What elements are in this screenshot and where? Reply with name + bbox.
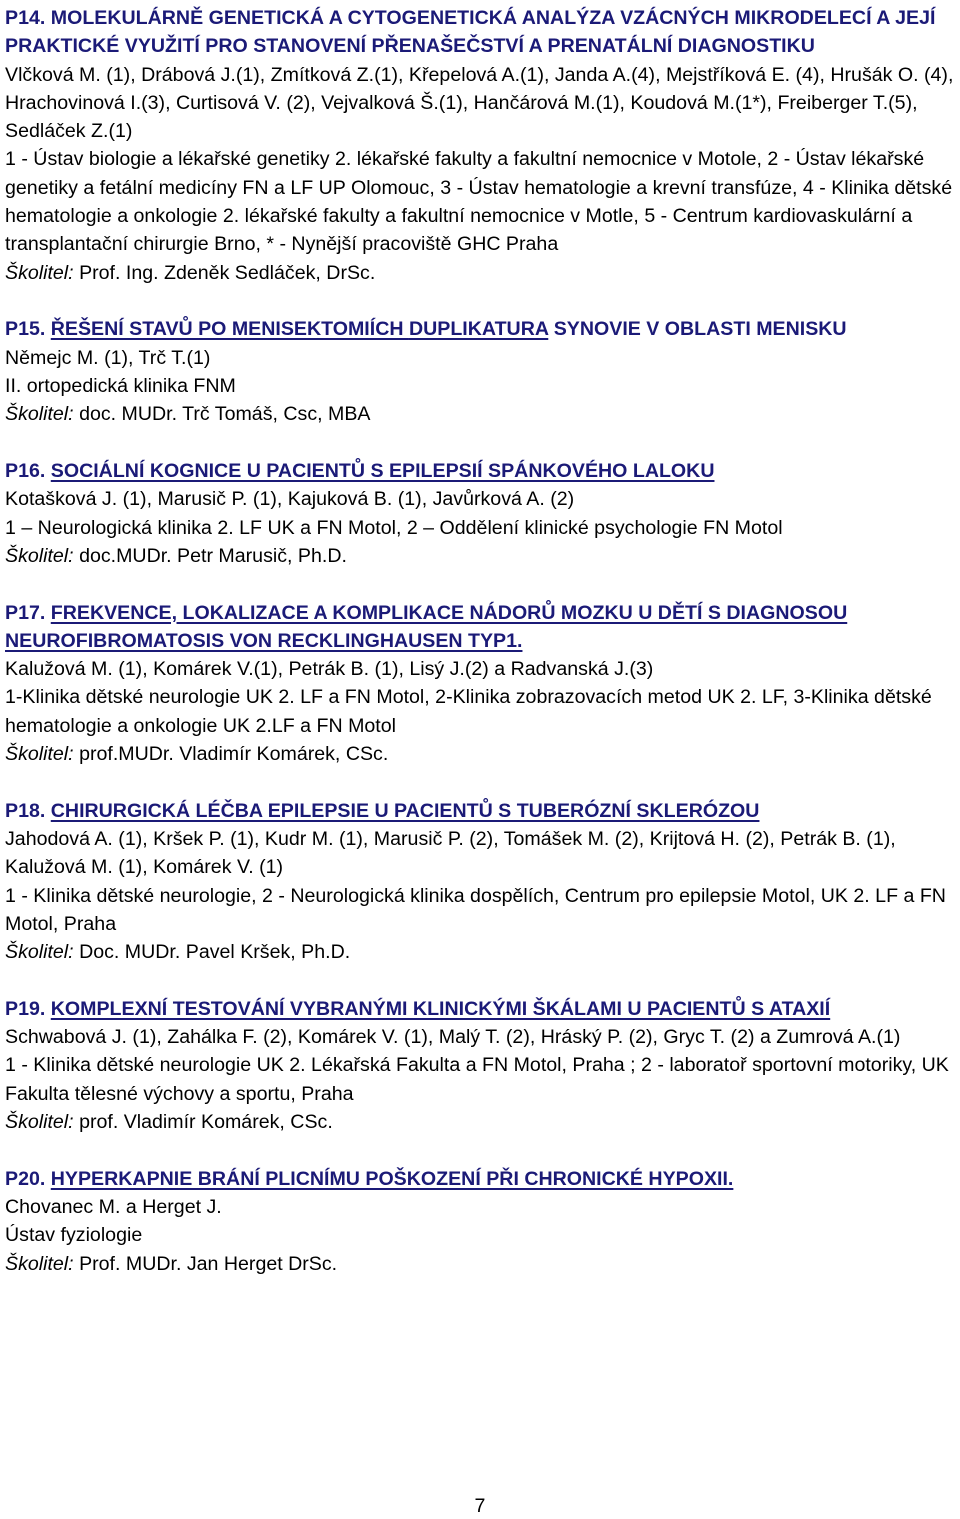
- abstract-entry-p19: [5, 995, 957, 1136]
- abstract-title-text: MOLEKULÁRNĚ GENETICKÁ A CYTOGENETICKÁ ANALÝZA VZÁCNÝCH MIKRODELECÍ A JEJÍ PRAKTICKÉ VYUŽITÍ PRO STANOVENÍ PŘENAŠEČSTVÍ A PRENATÁLNÍ DIAGNOSTIKU: [5, 7, 936, 58]
- abstract-code: P20.: [5, 1167, 46, 1190]
- abstract-supervisor: [5, 542, 957, 570]
- abstract-supervisor: [5, 1250, 957, 1278]
- abstract-code: P16.: [5, 459, 46, 482]
- abstract-affiliation: 1-Klinika dětské neurologie UK 2. LF a FN Motol, 2-Klinika zobrazovacích metod UK 2. LF, 3-Klinika dětské hematologie a onkologie UK 2.LF a FN Motol: [5, 686, 932, 737]
- abstract-title: [5, 797, 957, 825]
- supervisor-label: Školitel:: [5, 1252, 74, 1275]
- abstract-title-text: SOCIÁLNÍ KOGNICE U PACIENTŮ S EPILEPSIÍ SPÁNKOVÉHO LALOKU: [50, 459, 715, 482]
- abstract-authors: Kalužová M. (1), Komárek V.(1), Petrák B. (1), Lisý J.(2) a Radvanská J.(3): [5, 658, 654, 681]
- abstract-title: [5, 4, 957, 61]
- abstract-entry-p15: [5, 315, 957, 428]
- supervisor-name: prof. Vladimír Komárek, CSc.: [79, 1111, 333, 1134]
- supervisor-name: prof.MUDr. Vladimír Komárek, CSc.: [79, 743, 389, 765]
- abstract-title-text: FREKVENCE, LOKALIZACE A KOMPLIKACE NÁDORŮ MOZKU U DĚTÍ S DIAGNOSOU NEUROFIBROMATOSIS VON RECKLINGHAUSEN TYP1.: [5, 601, 848, 652]
- abstract-title-text: ŘEŠENÍ STAVŮ PO MENISEKTOMIÍCH: [50, 318, 404, 341]
- abstract-supervisor: [5, 938, 957, 966]
- abstract-title: [5, 599, 957, 656]
- supervisor-label: Školitel:: [5, 1111, 74, 1134]
- abstract-affiliation: 1 – Neurologická klinika 2. LF UK a FN Motol, 2 – Oddělení klinické psychologie FN Motol: [5, 516, 783, 539]
- abstract-code: P15.: [5, 318, 46, 341]
- abstract-entry-p14: [5, 4, 957, 287]
- abstract-title-text: KOMPLEXNÍ TESTOVÁNÍ VYBRANÝMI KLINICKÝMI ŠKÁLAMI U PACIENTŮ S ATAXIÍ: [50, 997, 831, 1020]
- abstract-supervisor: [5, 1108, 957, 1136]
- abstract-affiliation: II. ortopedická klinika FNM: [5, 374, 236, 397]
- supervisor-label: Školitel:: [5, 743, 74, 765]
- abstract-title-rest: SYNOVIE V OBLASTI MENISKU: [548, 318, 847, 341]
- abstract-entry-p17: [5, 599, 957, 769]
- abstract-authors: Kotašková J. (1), Marusič P. (1), Kajuková B. (1), Javůrková A. (2): [5, 488, 575, 511]
- abstract-code: P18.: [5, 799, 46, 822]
- abstract-title: [5, 995, 957, 1023]
- abstract-code: P14.: [5, 7, 46, 29]
- abstract-entry-p18: [5, 797, 957, 967]
- abstract-supervisor: [5, 400, 957, 428]
- abstract-authors: Chovanec M. a Herget J.: [5, 1196, 222, 1219]
- abstract-supervisor: [5, 259, 957, 287]
- abstract-entry-p16: [5, 457, 957, 570]
- abstract-title: [5, 315, 957, 343]
- abstract-authors: Jahodová A. (1), Kršek P. (1), Kudr M. (1), Marusič P. (2), Tomášek M. (2), Krijtová H. (2), Petrák B. (1), Kalužová M. (1), Komárek V. (1): [5, 827, 896, 879]
- abstract-affiliation: 1 - Klinika dětské neurologie, 2 - Neurologická klinika dospělích, Centrum pro epilepsie Motol, UK 2. LF a FN Motol, Praha: [5, 884, 946, 935]
- supervisor-label: Školitel:: [5, 403, 74, 426]
- supervisor-name: Prof. Ing. Zdeněk Sedláček, DrSc.: [79, 261, 376, 284]
- abstract-authors: Němejc M. (1), Trč T.(1): [5, 346, 211, 369]
- supervisor-name: doc.MUDr. Petr Marusič, Ph.D.: [79, 544, 347, 567]
- supervisor-label: Školitel:: [5, 544, 74, 567]
- abstract-authors: Schwabová J. (1), Zahálka F. (2), Komárek V. (1), Malý T. (2), Hráský P. (2), Gryc T. (2) a Zumrová A.(1): [5, 1026, 901, 1049]
- document-page: [5, 4, 957, 1306]
- abstract-affiliation: Ústav fyziologie: [5, 1224, 143, 1247]
- abstract-authors: Vlčková M. (1), Drábová J.(1), Zmítková Z.(1), Křepelová A.(1), Janda A.(4), Mejstříková E. (4), Hrušák O. (4), Hrachovinová I.(3), Curtisová V. (2), Vejvalková Š.(1), Hančárová M.(1), Koudová M.(1*), Freiberger T.(5), Sedláček Z.(1): [5, 63, 954, 143]
- abstract-affiliation: 1 - Ústav biologie a lékařské genetiky 2. lékařské fakulty a fakultní nemocnice v Motole, 2 - Ústav lékařské genetiky a fetální medicíny FN a LF UP Olomouc, 3 - Ústav hematologie a krevní transfúze, 4 - Klinika dětské hematologie a onkologie 2. lékařské fakulty a fakultní nemocnice v Motle, 5 - Centrum kardiovaskulární a transplantační chirurgie Brno, * - Nynější pracoviště GHC Praha: [5, 148, 953, 256]
- abstract-title: [5, 1165, 957, 1193]
- abstract-title: [5, 457, 957, 485]
- abstract-code: P19.: [5, 997, 46, 1020]
- abstract-entry-p20: [5, 1165, 957, 1278]
- abstract-title-text: HYPERKAPNIE BRÁNÍ PLICNÍMU POŠKOZENÍ PŘI CHRONICKÉ HYPOXII.: [50, 1167, 734, 1190]
- abstract-affiliation: 1 - Klinika dětské neurologie UK 2. Lékařská Fakulta a FN Motol, Praha ; 2 - laboratoř sportovní motoriky, UK Fakulta tělesné výchovy a sportu, Praha: [5, 1054, 949, 1105]
- supervisor-name: doc. MUDr. Trč Tomáš, Csc, MBA: [79, 403, 371, 426]
- page-number: 7: [474, 1495, 486, 1517]
- supervisor-label: Školitel:: [5, 261, 74, 284]
- abstract-supervisor: [5, 740, 957, 768]
- abstract-code: P17.: [5, 601, 46, 624]
- supervisor-name: Doc. MUDr. Pavel Kršek, Ph.D.: [79, 941, 351, 964]
- abstract-title-underlined: DUPLIKATURA: [408, 318, 549, 341]
- supervisor-label: Školitel:: [5, 941, 74, 964]
- supervisor-name: Prof. MUDr. Jan Herget DrSc.: [79, 1252, 338, 1275]
- abstract-title-text: CHIRURGICKÁ LÉČBA EPILEPSIE U PACIENTŮ S TUBERÓZNÍ SKLERÓZOU: [50, 799, 760, 822]
